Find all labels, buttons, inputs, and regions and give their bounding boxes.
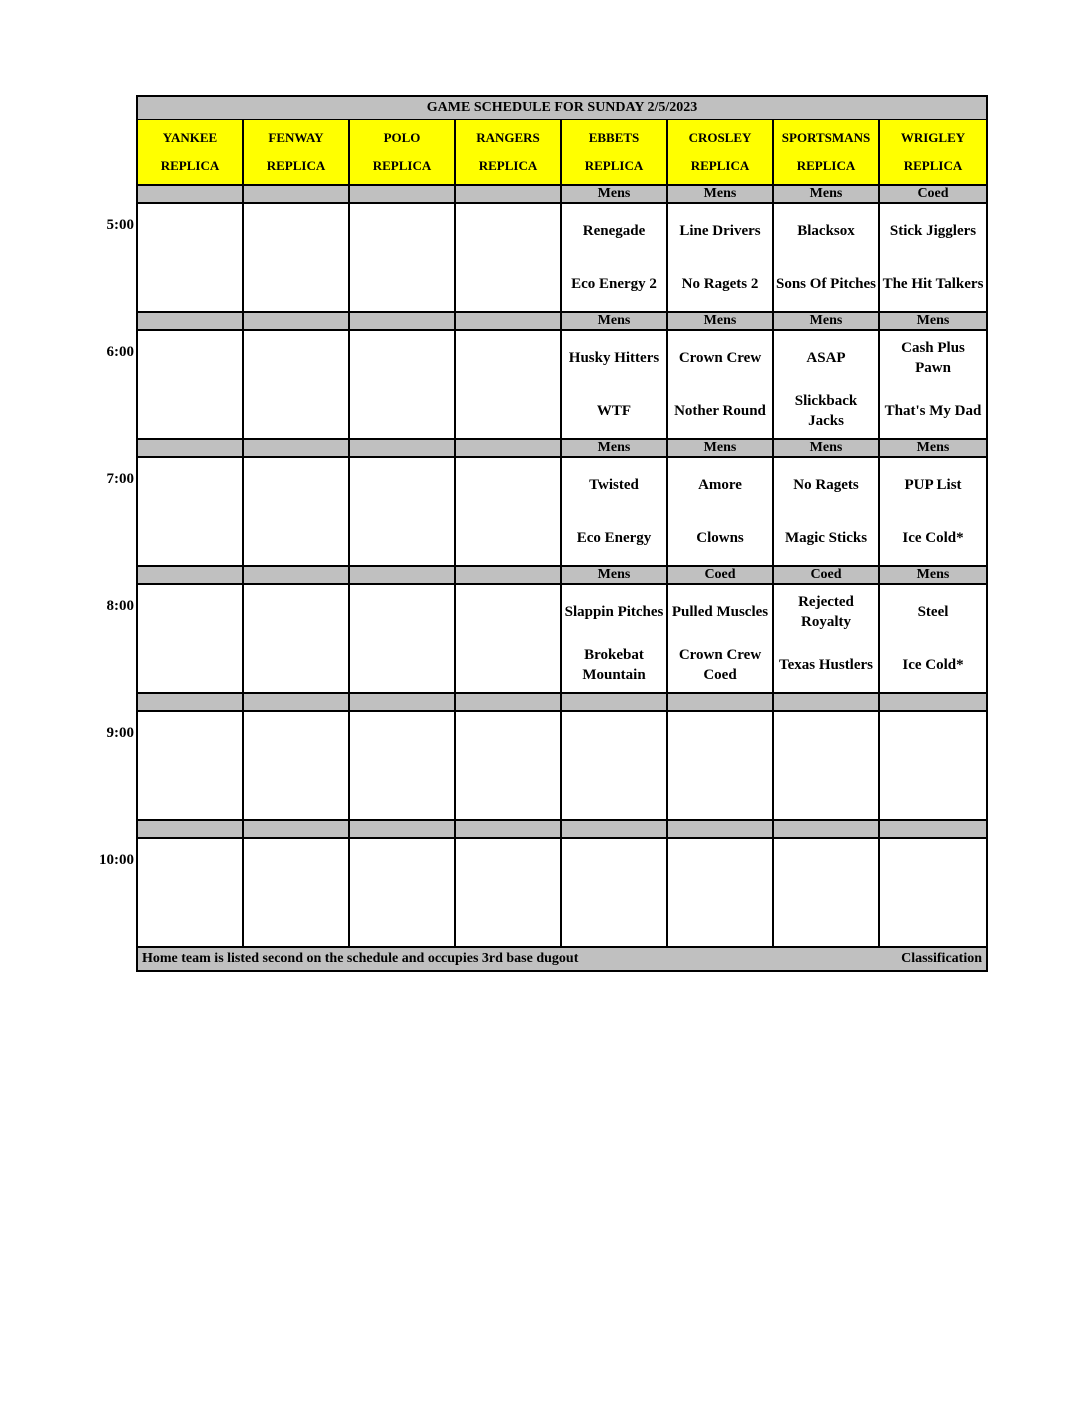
home-team: Ice Cold* xyxy=(902,530,964,547)
away-team: Husky Hitters xyxy=(568,349,660,366)
classification-cell xyxy=(244,313,350,329)
classification-cell: Coed xyxy=(917,186,949,201)
classification-cell xyxy=(350,567,456,583)
field-subtitle: REPLICA xyxy=(160,158,220,173)
footer-classification-label: Classification xyxy=(901,951,982,966)
away-team: Amore xyxy=(698,476,742,493)
classification-cell xyxy=(350,440,456,456)
home-team xyxy=(350,512,454,566)
game-cell xyxy=(138,712,244,819)
game-cell xyxy=(244,585,350,692)
field-header-sportsmans xyxy=(774,120,880,184)
classification-cell xyxy=(456,440,562,456)
away-team xyxy=(244,204,348,258)
away-team xyxy=(456,204,560,258)
classification-cell xyxy=(138,313,244,329)
time-label: 5:00 xyxy=(106,217,134,233)
field-name: SPORTSMANS xyxy=(781,130,871,145)
game-cell xyxy=(880,712,986,819)
field-subtitle: REPLICA xyxy=(903,158,963,173)
game-cell xyxy=(774,839,880,946)
classification-row xyxy=(138,567,986,585)
home-team xyxy=(562,766,666,820)
games-row xyxy=(138,712,986,821)
home-team: Nother Round xyxy=(674,403,766,420)
home-team: Eco Energy xyxy=(576,530,652,547)
game-cell xyxy=(668,331,774,438)
game-cell xyxy=(138,585,244,692)
away-team xyxy=(138,585,242,639)
game-cell xyxy=(774,585,880,692)
home-team xyxy=(350,766,454,820)
away-team: Line Drivers xyxy=(679,222,761,239)
classification-cell xyxy=(456,694,562,710)
field-header-wrigley xyxy=(880,120,986,184)
field-header-rangers xyxy=(456,120,562,184)
home-team xyxy=(138,512,242,566)
classification-cell xyxy=(880,821,986,837)
time-label: 7:00 xyxy=(106,471,134,487)
home-team xyxy=(350,385,454,439)
away-team xyxy=(456,712,560,766)
game-cell xyxy=(562,839,668,946)
classification-row xyxy=(138,313,986,331)
classification-cell xyxy=(774,821,880,837)
away-team: ASAP xyxy=(806,349,846,366)
field-header-crosley xyxy=(668,120,774,184)
away-team xyxy=(456,458,560,512)
home-team xyxy=(668,766,772,820)
game-cell xyxy=(562,585,668,692)
classification-cell: Mens xyxy=(774,313,880,329)
home-team xyxy=(880,893,986,947)
home-team xyxy=(244,512,348,566)
game-cell xyxy=(668,712,774,819)
field-header-polo xyxy=(350,120,456,184)
classification-cell: Mens xyxy=(916,440,950,455)
field-header-yankee xyxy=(138,120,244,184)
classification-cell xyxy=(244,694,350,710)
away-team: Pulled Muscles xyxy=(671,603,769,620)
home-team xyxy=(350,639,454,693)
time-label: 6:00 xyxy=(106,344,134,360)
home-team: Ice Cold* xyxy=(902,657,964,674)
away-team: Blacksox xyxy=(797,222,855,239)
away-team xyxy=(774,839,878,893)
game-cell xyxy=(668,458,774,565)
time-label: 10:00 xyxy=(99,852,134,868)
games-row xyxy=(138,458,986,567)
away-team: Cash Plus Pawn xyxy=(901,339,965,376)
home-team: Slickback Jacks xyxy=(794,393,858,430)
game-cell xyxy=(244,458,350,565)
game-cell xyxy=(138,331,244,438)
away-team xyxy=(244,712,348,766)
away-team: Stick Jigglers xyxy=(889,222,977,239)
home-team xyxy=(456,385,560,439)
schedule-title: GAME SCHEDULE FOR SUNDAY 2/5/2023 xyxy=(138,97,986,120)
home-team: No Ragets 2 xyxy=(681,276,759,293)
away-team xyxy=(880,839,986,893)
away-team xyxy=(244,331,348,385)
home-team xyxy=(244,766,348,820)
classification-cell xyxy=(456,186,562,202)
game-cell xyxy=(880,458,986,565)
field-subtitle: REPLICA xyxy=(372,158,432,173)
game-cell xyxy=(456,458,562,565)
home-team xyxy=(774,893,878,947)
game-cell xyxy=(138,204,244,311)
away-team xyxy=(138,839,242,893)
away-team: PUP List xyxy=(904,476,962,493)
field-name: RANGERS xyxy=(476,130,540,145)
classification-cell: Coed xyxy=(668,567,774,583)
home-team xyxy=(562,893,666,947)
classification-cell xyxy=(456,567,562,583)
home-team xyxy=(244,258,348,312)
game-cell xyxy=(244,204,350,311)
home-team xyxy=(456,639,560,693)
classification-cell: Coed xyxy=(774,567,880,583)
game-cell xyxy=(880,204,986,311)
game-cell xyxy=(668,204,774,311)
away-team xyxy=(350,712,454,766)
away-team xyxy=(138,331,242,385)
home-team xyxy=(350,893,454,947)
classification-cell xyxy=(244,440,350,456)
classification-cell xyxy=(138,821,244,837)
game-cell xyxy=(350,839,456,946)
game-cell xyxy=(350,331,456,438)
time-slots xyxy=(138,186,986,948)
game-cell xyxy=(456,204,562,311)
away-team xyxy=(138,458,242,512)
game-cell xyxy=(774,204,880,311)
away-team xyxy=(350,839,454,893)
classification-cell: Mens xyxy=(562,313,668,329)
home-team xyxy=(138,893,242,947)
field-name: POLO xyxy=(383,130,421,145)
schedule-table xyxy=(136,95,988,972)
away-team xyxy=(350,204,454,258)
classification-cell: Mens xyxy=(668,440,774,456)
home-team xyxy=(668,893,772,947)
classification-cell: Mens xyxy=(668,186,774,202)
away-team xyxy=(562,839,666,893)
home-team: Magic Sticks xyxy=(784,530,868,547)
home-team xyxy=(456,766,560,820)
away-team xyxy=(456,585,560,639)
classification-cell xyxy=(244,821,350,837)
game-cell xyxy=(880,331,986,438)
home-team xyxy=(244,893,348,947)
game-cell xyxy=(350,712,456,819)
classification-cell xyxy=(880,694,986,710)
home-team: Sons Of Pitches xyxy=(776,276,877,293)
away-team xyxy=(668,712,772,766)
games-row xyxy=(138,331,986,440)
classification-cell: Mens xyxy=(562,186,668,202)
game-cell xyxy=(668,585,774,692)
home-team xyxy=(138,385,242,439)
classification-cell: Mens xyxy=(774,440,880,456)
game-cell xyxy=(456,839,562,946)
time-label: 9:00 xyxy=(106,725,134,741)
game-cell xyxy=(562,204,668,311)
game-cell xyxy=(668,839,774,946)
field-name: CROSLEY xyxy=(688,130,752,145)
game-cell xyxy=(138,458,244,565)
classification-cell xyxy=(138,440,244,456)
classification-cell xyxy=(350,694,456,710)
away-team xyxy=(668,839,772,893)
classification-cell xyxy=(562,821,668,837)
classification-cell xyxy=(244,186,350,202)
game-cell xyxy=(774,458,880,565)
classification-cell: Mens xyxy=(562,440,668,456)
away-team: No Ragets xyxy=(793,476,859,493)
classification-cell xyxy=(244,567,350,583)
classification-cell xyxy=(350,821,456,837)
home-team: Crown Crew Coed xyxy=(678,647,762,684)
away-team xyxy=(350,331,454,385)
away-team: Renegade xyxy=(582,222,646,239)
away-team xyxy=(138,204,242,258)
field-subtitle: REPLICA xyxy=(266,158,326,173)
away-team xyxy=(244,585,348,639)
field-header-fenway xyxy=(244,120,350,184)
away-team: Steel xyxy=(917,603,949,620)
field-subtitle: REPLICA xyxy=(796,158,856,173)
game-cell xyxy=(774,712,880,819)
classification-cell xyxy=(138,186,244,202)
field-name: EBBETS xyxy=(588,130,640,145)
away-team xyxy=(244,458,348,512)
home-team xyxy=(456,893,560,947)
home-team: WTF xyxy=(596,403,632,420)
home-team: Eco Energy 2 xyxy=(571,276,657,293)
footer-note: Home team is listed second on the schedule and occupies 3rd base dugout xyxy=(142,951,579,966)
away-team xyxy=(456,839,560,893)
game-cell xyxy=(138,839,244,946)
home-team xyxy=(350,258,454,312)
classification-cell xyxy=(350,186,456,202)
away-team xyxy=(138,712,242,766)
home-team: Brokebat Mountain xyxy=(582,647,646,684)
game-cell xyxy=(562,331,668,438)
game-cell xyxy=(244,712,350,819)
away-team xyxy=(456,331,560,385)
classification-cell xyxy=(456,313,562,329)
field-subtitle: REPLICA xyxy=(478,158,538,173)
classification-row xyxy=(138,186,986,204)
classification-row xyxy=(138,440,986,458)
classification-row xyxy=(138,821,986,839)
game-cell xyxy=(350,204,456,311)
game-cell xyxy=(880,585,986,692)
classification-cell xyxy=(350,313,456,329)
home-team xyxy=(244,385,348,439)
game-cell xyxy=(880,839,986,946)
away-team xyxy=(350,458,454,512)
classification-cell xyxy=(668,694,774,710)
home-team xyxy=(880,766,986,820)
classification-cell: Mens xyxy=(668,313,774,329)
field-name: FENWAY xyxy=(268,130,324,145)
field-header-row xyxy=(138,120,986,186)
classification-cell: Mens xyxy=(916,567,950,582)
home-team xyxy=(774,766,878,820)
home-team xyxy=(456,258,560,312)
game-cell xyxy=(350,585,456,692)
games-row xyxy=(138,585,986,694)
time-label: 8:00 xyxy=(106,598,134,614)
game-cell xyxy=(774,331,880,438)
away-team xyxy=(244,839,348,893)
home-team xyxy=(138,639,242,693)
classification-cell xyxy=(562,694,668,710)
games-row xyxy=(138,839,986,948)
classification-cell: Mens xyxy=(916,313,950,328)
field-name: WRIGLEY xyxy=(900,130,966,145)
away-team: Rejected Royalty xyxy=(798,593,854,630)
game-cell xyxy=(456,331,562,438)
home-team: Texas Hustlers xyxy=(778,657,874,674)
home-team: Clowns xyxy=(696,530,744,547)
classification-cell xyxy=(668,821,774,837)
home-team xyxy=(138,766,242,820)
home-team xyxy=(138,258,242,312)
home-team xyxy=(456,512,560,566)
away-team xyxy=(880,712,986,766)
field-header-ebbets xyxy=(562,120,668,184)
away-team xyxy=(774,712,878,766)
game-cell xyxy=(562,712,668,819)
classification-row xyxy=(138,694,986,712)
away-team: Slappin Pitches xyxy=(564,603,664,620)
classification-cell: Mens xyxy=(774,186,880,202)
classification-cell xyxy=(456,821,562,837)
home-team xyxy=(244,639,348,693)
field-name: YANKEE xyxy=(162,130,218,145)
home-team: That's My Dad xyxy=(884,403,982,420)
field-subtitle: REPLICA xyxy=(584,158,644,173)
footer-row xyxy=(138,948,986,970)
game-cell xyxy=(562,458,668,565)
away-team xyxy=(562,712,666,766)
classification-cell xyxy=(138,694,244,710)
field-subtitle: REPLICA xyxy=(690,158,750,173)
classification-cell xyxy=(138,567,244,583)
away-team: Twisted xyxy=(589,476,639,493)
game-cell xyxy=(244,839,350,946)
home-team: The Hit Talkers xyxy=(882,276,984,293)
game-cell xyxy=(350,458,456,565)
game-cell xyxy=(456,585,562,692)
game-cell xyxy=(456,712,562,819)
classification-cell: Mens xyxy=(562,567,668,583)
away-team xyxy=(350,585,454,639)
away-team: Crown Crew xyxy=(678,349,762,366)
game-cell xyxy=(244,331,350,438)
classification-cell xyxy=(774,694,880,710)
games-row xyxy=(138,204,986,313)
